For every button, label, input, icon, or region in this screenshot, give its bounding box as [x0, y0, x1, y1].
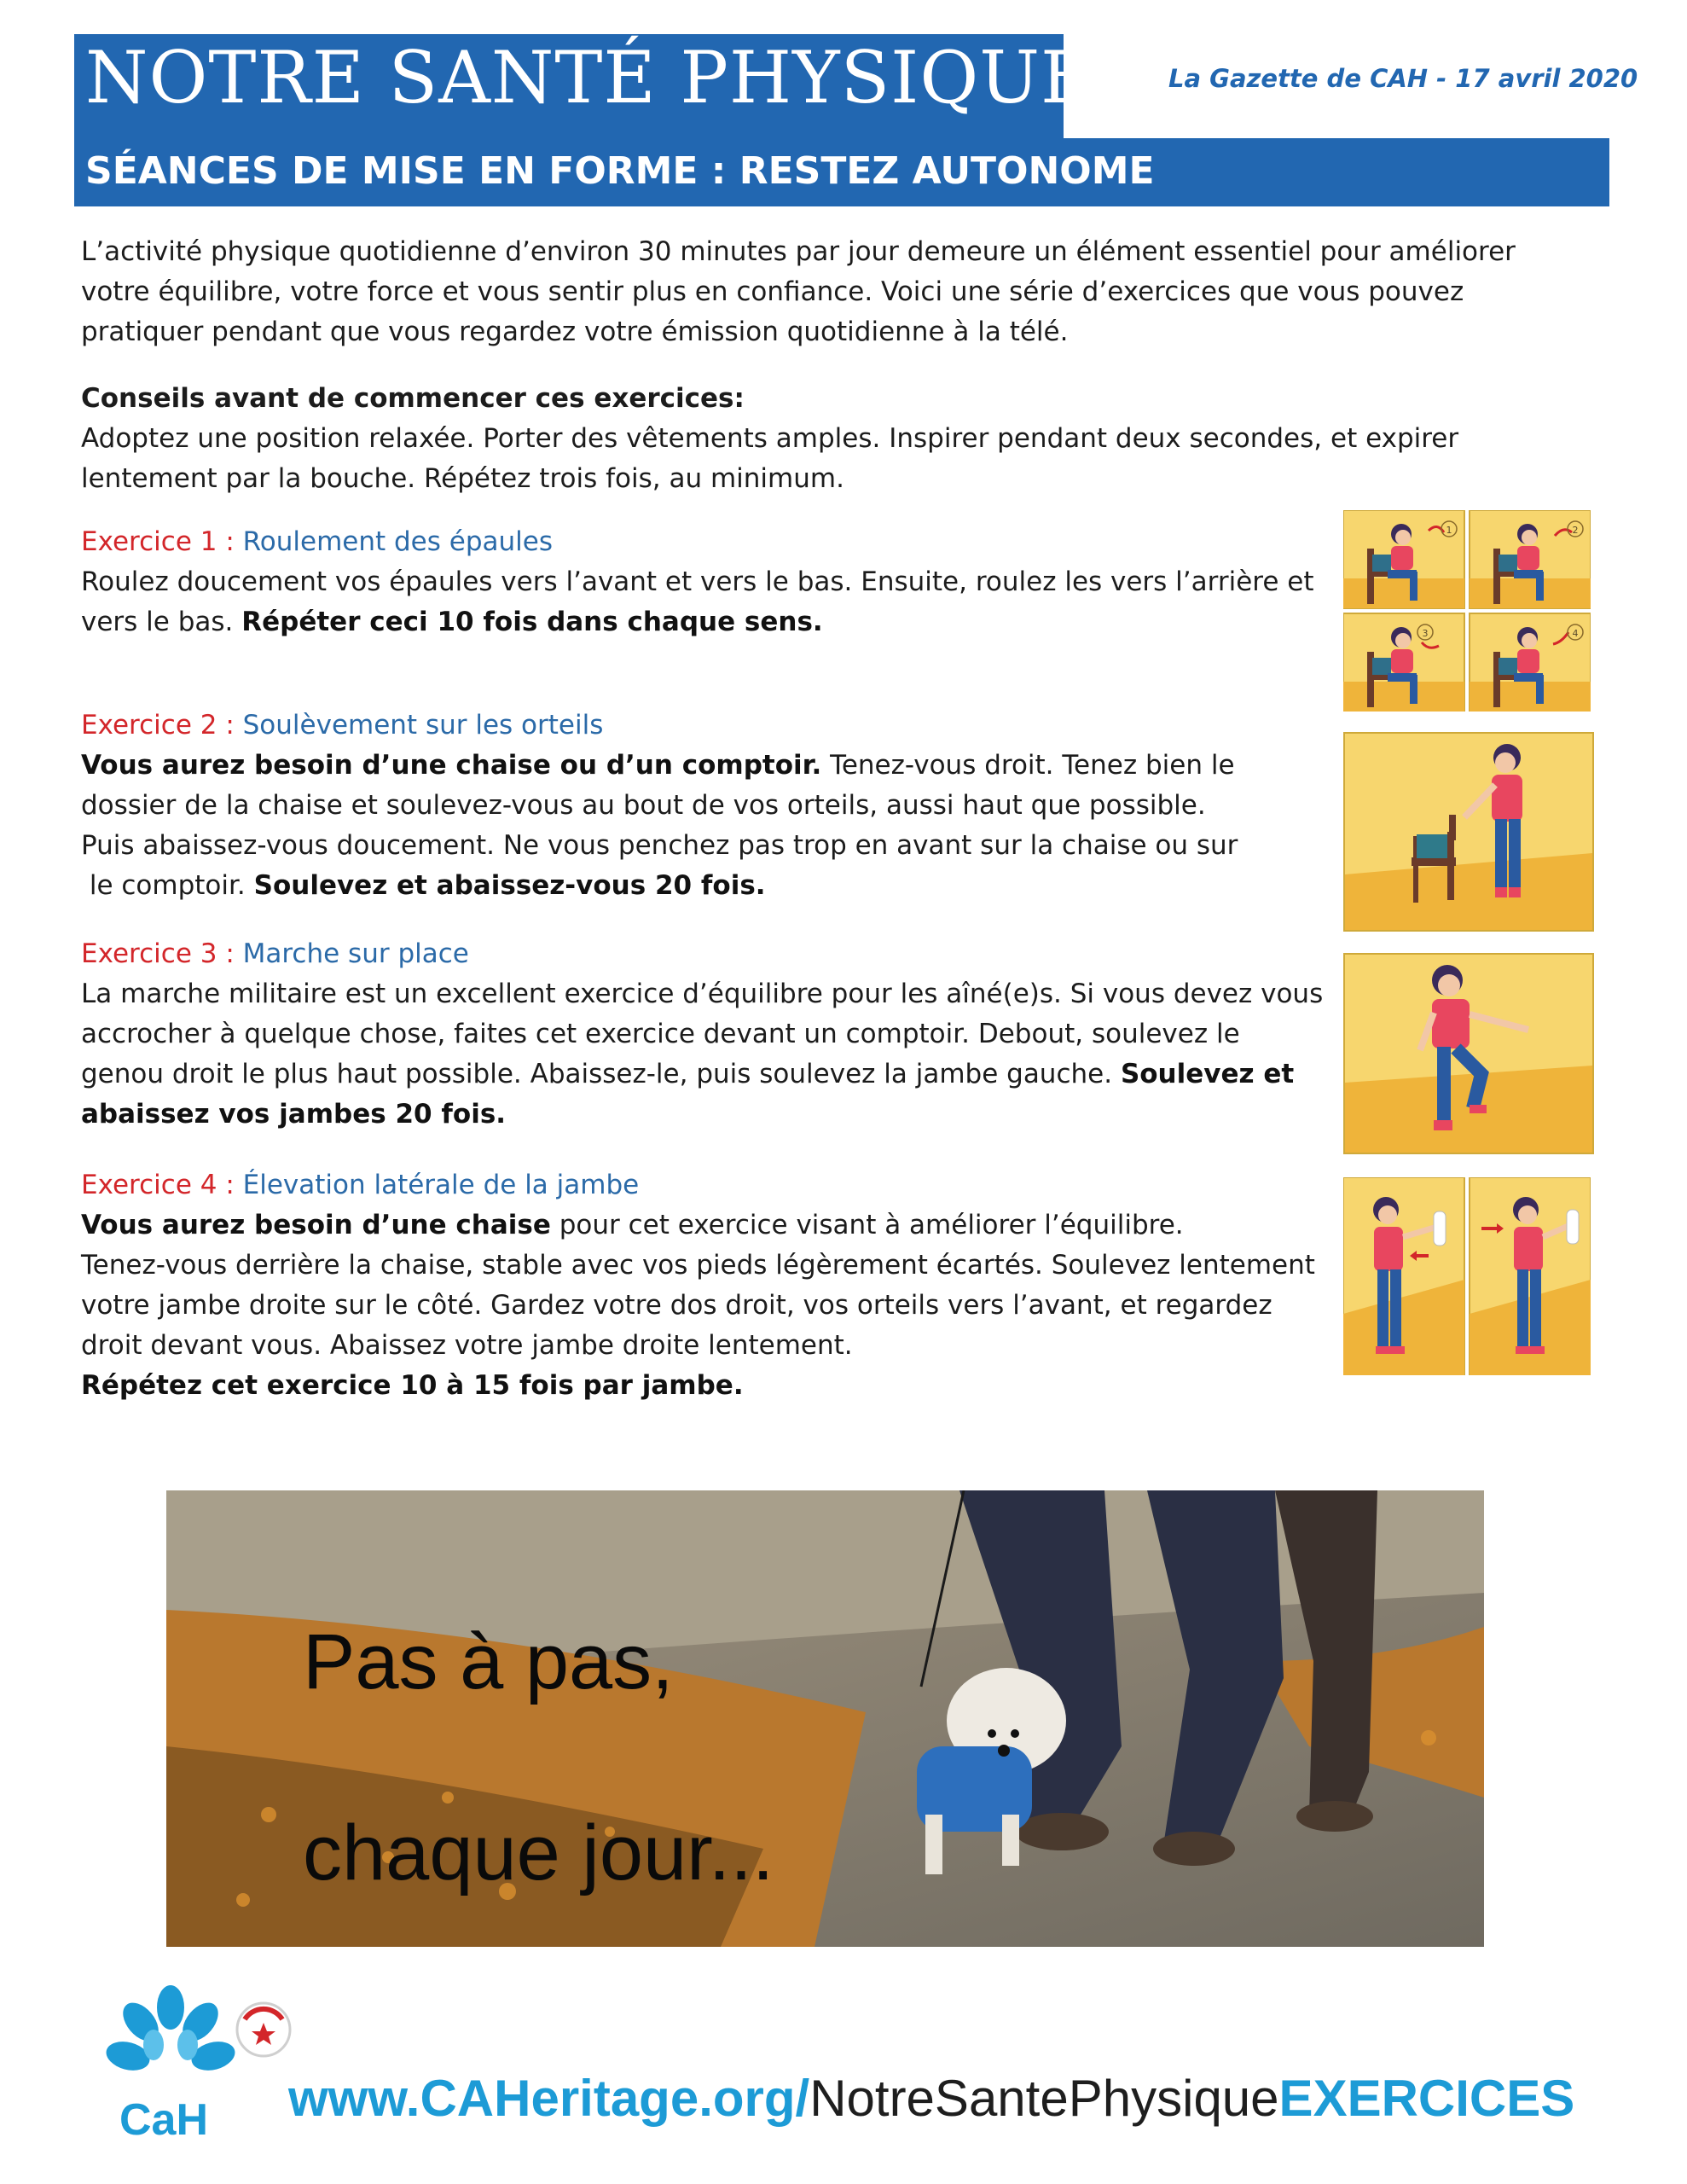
- exercise-1-text: [81, 562, 1314, 642]
- shoulder-roll-panel: [1343, 510, 1464, 608]
- shoulder-roll-panel: [1470, 613, 1591, 712]
- exercise-label: Exercice 1 :: [81, 526, 235, 557]
- exercise-line: votre jambe droite sur le côté. Gardez votre dos droit, vos orteils vers l’avant, et regardez: [81, 1290, 1272, 1321]
- exercise-4-text: [81, 1205, 1315, 1406]
- page-subtitle: SÉANCES DE MISE EN FORME : RESTEZ AUTONOME: [85, 149, 1155, 193]
- step-number: 3: [1422, 628, 1429, 639]
- exercise-line: droit devant vous. Abaissez votre jambe droite lentement.: [81, 1330, 853, 1361]
- url-suffix: EXERCICES: [1278, 2070, 1575, 2127]
- url-domain: www.CAHeritage.org/: [288, 2070, 810, 2127]
- exercise-2-heading: [81, 706, 603, 746]
- exercise-4-illustration: [1343, 1177, 1591, 1375]
- exercise-line: genou droit le plus haut possible. Abaissez-le, puis soulevez la jambe gauche. Soulevez et: [81, 1059, 1295, 1089]
- photo-caption: [303, 1519, 774, 1996]
- exercise-3-heading: [81, 934, 469, 974]
- exercise-1-heading: [81, 522, 553, 562]
- exercise-title: Roulement des épaules: [242, 526, 553, 557]
- footer-url-link[interactable]: [288, 2069, 1574, 2128]
- exercise-line: dossier de la chaise et soulevez-vous au bout de vos orteils, aussi haut que possible.: [81, 790, 1206, 821]
- shoulder-roll-panel: [1343, 613, 1464, 712]
- caption-line: chaque jour...: [303, 1809, 774, 1896]
- exercise-3-text: [81, 974, 1323, 1135]
- exercise-4-heading: [81, 1165, 639, 1205]
- exercise-line: Vous aurez besoin d’une chaise pour cet exercice visant à améliorer l’équilibre.: [81, 1210, 1184, 1240]
- exercise-title: Élevation latérale de la jambe: [242, 1170, 640, 1200]
- exercise-label: Exercice 4 :: [81, 1170, 235, 1200]
- exercise-line: vers le bas. Répéter ceci 10 fois dans chaque sens.: [81, 607, 823, 637]
- shoulder-roll-panel: [1470, 510, 1591, 608]
- exercise-2-text: [81, 746, 1238, 906]
- exercise-line: Puis abaissez-vous doucement. Ne vous penchez pas trop en avant sur la chaise ou sur: [81, 830, 1238, 861]
- exercise-line: abaissez vos jambes 20 fois.: [81, 1099, 507, 1130]
- exercise-label: Exercice 2 :: [81, 710, 235, 741]
- exercise-3-illustration: [1343, 953, 1594, 1154]
- exercise-line: Vous aurez besoin d’une chaise ou d’un comptoir. Tenez-vous droit. Tenez bien le: [81, 750, 1235, 781]
- tips-paragraph: [81, 379, 1458, 499]
- tips-line: Adoptez une position relaxée. Porter des vêtements amples. Inspirer pendant deux secondes, et expirer: [81, 423, 1459, 454]
- leg-raise-panel: [1470, 1177, 1591, 1375]
- leg-raise-panel: [1343, 1177, 1464, 1375]
- tips-heading: Conseils avant de commencer ces exercices:: [81, 383, 745, 414]
- tips-line: lentement par la bouche. Répétez trois fois, au minimum.: [81, 463, 844, 494]
- award-badge-icon: [235, 2001, 293, 2059]
- step-number: 1: [1446, 525, 1452, 536]
- intro-line: L’activité physique quotidienne d’environ 30 minutes par jour demeure un élément essentiel pour améliorer: [81, 236, 1516, 267]
- exercise-1-illustration: [1343, 510, 1591, 712]
- exercise-line: accrocher à quelque chose, faites cet exercice devant un comptoir. Debout, soulevez le: [81, 1019, 1240, 1049]
- exercise-label: Exercice 3 :: [81, 938, 235, 969]
- exercise-line: Répétez cet exercice 10 à 15 fois par jambe.: [81, 1370, 744, 1401]
- cah-logo-icon: [102, 1984, 239, 2094]
- step-number: 4: [1572, 628, 1579, 639]
- step-number: 2: [1572, 525, 1579, 536]
- exercise-2-illustration: [1343, 732, 1594, 932]
- caption-line: Pas à pas,: [303, 1618, 674, 1705]
- exercise-line: Roulez doucement vos épaules vers l’avant et vers le bas. Ensuite, roulez les vers l’arrière et: [81, 566, 1314, 597]
- exercise-line: La marche militaire est un excellent exercice d’équilibre pour les aîné(e)s. Si vous devez vous: [81, 979, 1324, 1009]
- intro-paragraph: [81, 232, 1516, 352]
- url-path: NotreSantePhysique: [809, 2070, 1279, 2127]
- intro-line: pratiquer pendant que vous regardez votre émission quotidienne à la télé.: [81, 317, 1069, 347]
- gazette-date: La Gazette de CAH - 17 avril 2020: [1168, 64, 1638, 93]
- intro-line: votre équilibre, votre force et vous sentir plus en confiance. Voici une série d’exercices que vous pouvez: [81, 276, 1464, 307]
- exercise-title: Marche sur place: [242, 938, 469, 969]
- exercise-title: Soulèvement sur les orteils: [242, 710, 604, 741]
- page-title: NOTRE SANTÉ PHYSIQUE: [85, 36, 1094, 119]
- exercise-line: Tenez-vous derrière la chaise, stable avec vos pieds légèrement écartés. Soulevez lentement: [81, 1250, 1315, 1281]
- cah-logo-text: CaH: [119, 2095, 209, 2145]
- exercise-line: le comptoir. Soulevez et abaissez-vous 20 fois.: [81, 870, 766, 901]
